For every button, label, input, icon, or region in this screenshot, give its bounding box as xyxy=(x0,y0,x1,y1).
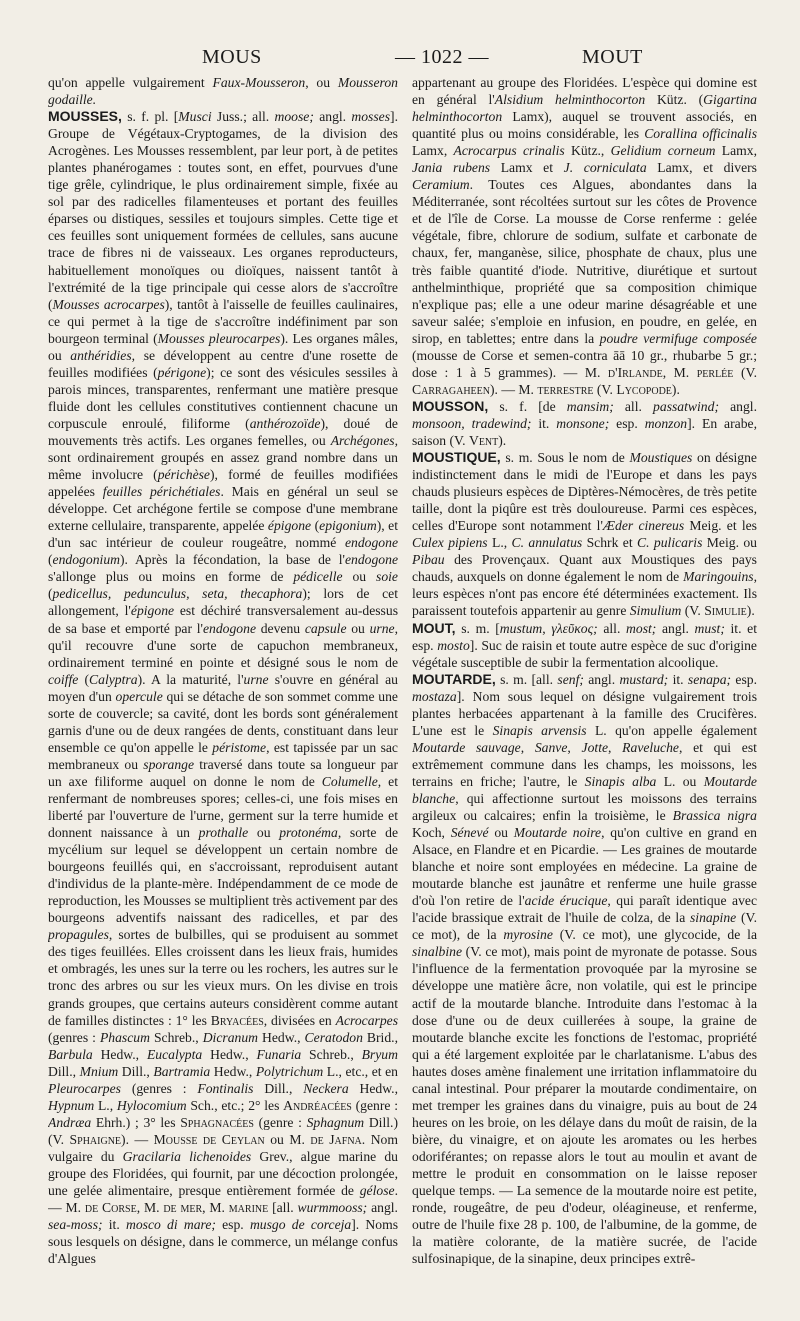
entry-moustique: MOUSTIQUE, s. m. Sous le nom de Moustiques on désigne indistinctement dans le midi de l'Europe et dans les pays chauds plusieurs espèces de Diptères-Némocères, de très petite taille, dont la piqûre est très douloureuse. Parmi ces espèces, celles d'Europe sont notamment l'Æder cinereus Meig. et les Culex pipiens L., C. annulatus Schrk et C. pulicaris Meig. ou Pibau des Provençaux. Quant aux Moustiques des pays chauds, auxquels on donne également le nom de Maringouins, leurs espèces n'ont pas encore été déterminées exactement. Ils paraissent toutefois appartenir au genre Simulium (V. Simulie). xyxy=(412,449,757,619)
left-column xyxy=(48,74,398,1291)
paragraph: qu'on appelle vulgairement Faux-Mousseron, ou Mousseron godaille. xyxy=(48,75,398,108)
paragraph: appartenant au groupe des Floridées. L'espèce qui domine est en général l'Alsidium helminthocorton Kütz. (Gigartina helminthocorton Lamx), auquel se trouvent associés, en quantité plus ou moins considérable, les Corallina officinalis Lamx, Acrocarpus crinalis Kütz., Gelidium corneum Lamx, Jania rubens Lamx et J. corniculata Lamx, et divers Ceramium. Toutes ces Algues, abondantes dans la Méditerranée, sont récoltées surtout sur les côtes de Provence et de l'île de Corse. La mousse de Corse renferme : gelée végétale, fibre, chlorure de sodium, sulfate et carbonate de chaux, fer, manganèse, silice, phosphate de chaux, plus une très faible quantité d'iode. Nutritive, diurétique et surtout anthelminthique, propriété que sa composition chimique n'explique pas; elle a une odeur marine désagréable et une saveur salée; s'emploie en infusion, en poudre, en gelée, en sirop, en tablettes; entre dans la poudre vermifuge composée (mousse de Corse et semen-contra āā 10 gr., rhubarbe 5 gr.; dose : 1 à 5 grammes). — M. d'Irlande, M. perlée (V. Carragaheen). — M. terrestre (V. Lycopode). xyxy=(412,75,757,397)
page-number: — 1022 — xyxy=(395,46,489,68)
running-header xyxy=(40,40,760,74)
entry-mout: MOUT, s. m. [mustum, γλεῦκος; all. most; angl. must; it. et esp. mosto]. Suc de raisin et toute autre espèce de suc d'origine végétale susceptible de subir la fermentation alcoolique. xyxy=(412,619,757,670)
entry-mousson: MOUSSON, s. f. [de mansim; all. passatwind; angl. monsoon, tradewind; it. monsone; esp. monzon]. En arabe, saison (V. Vent). xyxy=(412,397,757,448)
header-right-word: MOUT xyxy=(582,46,643,68)
right-column xyxy=(412,74,757,1291)
entry-mousses: MOUSSES, s. f. pl. [Musci Juss.; all. moose; angl. mosses]. Groupe de Végétaux-Cryptogames, de la division des Acrogènes. Les Mousses ressemblent, par leur port, à de petites plantes phanérogames : toutes sont, en effet, pourvues d'une tige grêle, cylindrique, le plus ordinairement simple, fixée au sol par des radicelles filamenteuses et portant des feuilles éparses ou distiques, sessiles et toujours simples. Cette tige et ces feuilles sont uniquement formées de cellules, sans aucune trace de fibres ni de vaisseaux. Les organes reproducteurs, habituellement monoïques ou dioïques, naissent tantôt à l'extrémité de la tige principale qui cesse alors de s'accroître (Mousses acrocarpes), tantôt à l'aisselle de feuilles caulinaires, ce qui permet à la tige de s'accroître indéfiniment par son bourgeon terminal (Mousses pleurocarpes). Les organes mâles, ou anthéridies, se développent au centre d'une rosette de feuilles modifiées (périgone); ce sont des vésicules sessiles à parois minces, transparentes, renfermant une matière presque fluide dont les cellules constitutives contiennent chacune un corpuscule enroulé, filiforme (anthérozoïde), doué de mouvements très actifs. Les organes femelles, ou Archégones, sont ordinairement groupés en assez grand nombre dans un même involucre (périchèse), formé de feuilles modifiées appelées feuilles périchétiales. Mais en général un seul se développe. Cet archégone fertile se compose d'une membrane externe cellulaire, transparente, appelée épigone (epigonium), et d'un sac intérieur de couleur rougeâtre, nommé endogone (endogonium). Après la fécondation, la base de l'endogone s'allonge plus ou moins en forme de pédicelle ou soie (pedicellus, pedunculus, seta, thecaphora); lors de cet allongement, l'épigone est déchiré transversalement au-dessus de sa base et emporté par l'endogone devenu capsule ou urne, qu'il recouvre d'une sorte de capuchon membraneux, ordinairement terminé en pointe et désigné sous le nom de coiffe (Calyptra). A la maturité, l'urne s'ouvre en général au moyen d'un opercule qui se détache de son sommet comme une sorte de couvercle; sa cavité, dont les bords sont généralement garnis d'une ou de deux rangées de dents, constituant dans leur ensemble ce qu'on appelle le péristome, est tapissée par un sac membraneux ou sporange traversé dans toute sa longueur par un axe filiforme auquel on donne le nom de Columelle, et renfermant de nombreuses spores; celles-ci, une fois mises en liberté par l'ouverture de l'urne, germent sur la terre humide et donnent naissance à un prothalle ou protonéma, sorte de mycélium sur lequel se développent un certain nombre de bourgeons feuillés qui, en s'accroissant, reproduisent autant d'individus de la plante-mère. Indépendamment de ce mode de reproduction, les Mousses se multiplient très activement par des bourgeons adventifs naissant des radicelles, et par des propagules, sortes de bulbilles, qui se produisent au sommet des tiges feuillées. Elles croissent dans les lieux frais, humides et ombragés, les unes sur la terre ou les rochers, les autres sur le tronc des arbres ou sur les vieux murs. On les divise en trois grands groupes, que certains auteurs considèrent comme autant de familles distinctes : 1° les Bryacées, divisées en Acrocarpes (genres : Phascum Schreb., Dicranum Hedw., Ceratodon Brid., Barbula Hedw., Eucalypta Hedw., Funaria Schreb., Bryum Dill., Mnium Dill., Bartramia Hedw., Polytrichum L., etc., et en Pleurocarpes (genres : Fontinalis Dill., Neckera Hedw., Hypnum L., Hylocomium Sch., etc.; 2° les Andréacées (genre : Andræa Ehrh.) ; 3° les Sphagnacées (genre : Sphagnum Dill.) (V. Sphaigne). — Mousse de Ceylan ou M. de Jafna. Nom vulgaire du Gracilaria lichenoides Grev., algue marine du groupe des Floridées, qui fournit, par une décoction prolongée, une gelée alimentaire, presque entièrement formée de gélose. — M. de Corse, M. de mer, M. marine [all. wurmmooss; angl. sea-moss; it. mosco di mare; esp. musgo de corceja]. Noms sous lesquels on désigne, dans le commerce, un mélange confus d'Algues xyxy=(48,108,398,1267)
header-left-word: MOUS xyxy=(202,46,262,68)
entry-moutarde: MOUTARDE, s. m. [all. senf; angl. mustard; it. senapa; esp. mostaza]. Nom sous lequel on désigne vulgairement trois plantes herbacées appartenant à la famille des Crucifères. L'une est le Sinapis arvensis L. qu'on appelle également Moutarde sauvage, Sanve, Jotte, Raveluche, et qui est extrêmement commune dans les champs, les moissons, les terrains en friche; l'autre, le Sinapis alba L. ou Moutarde blanche, qui affectionne surtout les moissons des terrains argileux ou calcaires; enfin la troisième, le Brassica nigra Koch, Sénevé ou Moutarde noire, qu'on cultive en grand en Alsace, en Flandre et en Picardie. — Les graines de moutarde blanche et noire sont employées en médecine. La graine de moutarde blanche est jaunâtre et renferme une huile grasse d'où l'on retire de l'acide érucique, qui paraît identique avec l'acide brassique extrait de l'huile de colza, de la sinapine (V. ce mot), de la myrosine (V. ce mot), une glycocide, de la sinalbine (V. ce mot), mais point de myronate de potasse. Sous l'influence de la fermentation provoquée par la myrosine se développe une matière âcre, non volatile, qui est le principe actif de la moutarde blanche. Introduite dans l'estomac à la dose d'une ou de deux cuillerées à soupe, la graine de moutarde blanche excite les fonctions de l'estomac, propriété qui a été largement exploitée par le charlatanisme. L'abus des hautes doses amène finalement une irritation inflammatoire du canal intestinal. Pour préparer la moutarde condimentaire, on met tremper les graines dans du vinaigre, puis au bout de 24 heures on les broie, on les délaye dans du moût de raisin, de la bière, du vinaigre, et on ajoute les aromates ou les herbes odoriférantes; on repasse alors le tout au moulin et avant de mettre le produit en consommation on le laisse reposer quelque temps. — La semence de la moutarde noire est petite, ronde, rougeâtre, de peu d'odeur, oléagineuse, et renferme, outre de l'huile fixe 28 p. 100, de l'albumine, de la gomme, de la matière colorante, de la matière sucrée, de l'acide sulfosinapique, de la sinapine, deux principes extrê- xyxy=(412,670,757,1267)
